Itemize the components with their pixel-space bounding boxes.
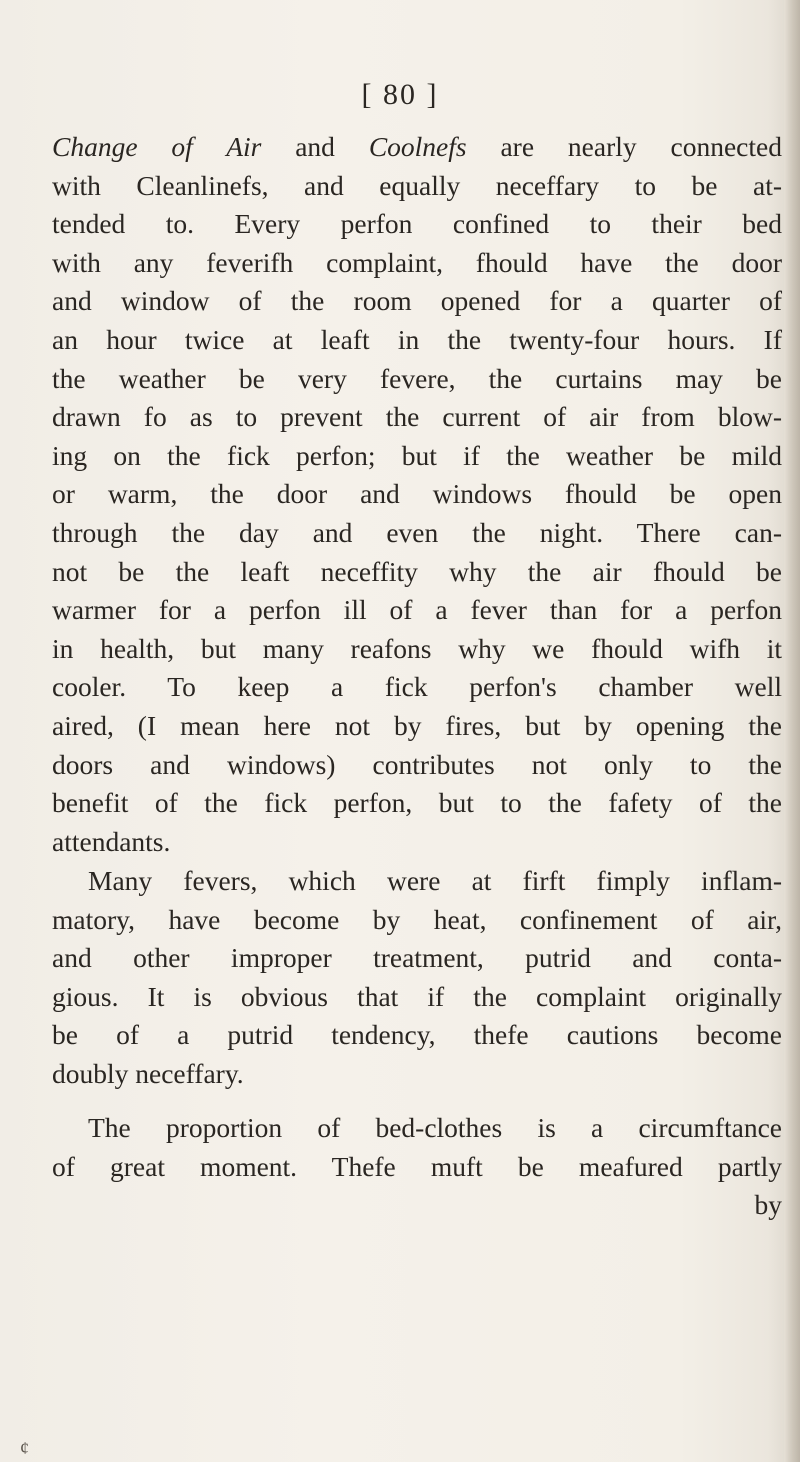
paragraph-1 xyxy=(52,128,782,861)
text-line: doubly neceffary. xyxy=(52,1057,244,1089)
paragraph-2 xyxy=(52,862,782,1094)
text-line: an hour twice at leaft in the twenty-four hours. If xyxy=(52,323,782,355)
text-line: warmer for a perfon ill of a fever than for a perfon xyxy=(52,594,782,626)
text-line: with any feverifh complaint, fhould have the door xyxy=(52,246,782,278)
text-line: tended to. Every perfon confined to their bed xyxy=(52,208,782,240)
page-number-header: [ 80 ] xyxy=(361,78,439,111)
folio-mark: ¢ xyxy=(20,1438,29,1458)
text-line: Change of Air and Coolnefs are nearly connected xyxy=(52,131,782,162)
text-line: matory, have become by heat, confinement of air, xyxy=(52,903,782,935)
text-line: or warm, the door and windows fhould be open xyxy=(52,478,782,510)
text-line: drawn fo as to prevent the current of air from blow- xyxy=(52,401,782,433)
page-edge-shadow xyxy=(784,0,800,1462)
text-line: Many fevers, which were at firft fimply inflam- xyxy=(88,865,782,896)
text-line: of great moment. Thefe muft be meafured partly xyxy=(52,1150,782,1182)
text-line: in health, but many reafons why we fhould wifh it xyxy=(52,632,782,664)
text-line: be of a putrid tendency, thefe cautions become xyxy=(52,1019,782,1051)
text-line: benefit of the fick perfon, but to the fafety of the xyxy=(52,787,782,819)
text-line: doors and windows) contributes not only to the xyxy=(52,748,782,780)
text-line: cooler. To keep a fick perfon's chamber well xyxy=(52,671,782,703)
text-line: attendants. xyxy=(52,825,171,857)
text-line: with Cleanlinefs, and equally neceffary to be at- xyxy=(52,169,782,201)
text-line: ing on the fick perfon; but if the weather be mild xyxy=(52,439,782,471)
text-line: The proportion of bed-clothes is a circumftance xyxy=(88,1112,782,1143)
text-line: aired, (I mean here not by fires, but by opening the xyxy=(52,709,782,741)
text-line: the weather be very fevere, the curtains may be xyxy=(52,362,782,394)
text-line: gious. It is obvious that if the complaint originally xyxy=(52,980,782,1012)
text-line: not be the leaft neceffity why the air fhould be xyxy=(52,555,782,587)
paragraph-3 xyxy=(52,1109,782,1225)
text-line: through the day and even the night. There can- xyxy=(52,516,782,548)
text-line: and other improper treatment, putrid and conta- xyxy=(52,942,782,974)
text-line: and window of the room opened for a quarter of xyxy=(52,285,782,317)
catchword: by xyxy=(754,1189,782,1221)
